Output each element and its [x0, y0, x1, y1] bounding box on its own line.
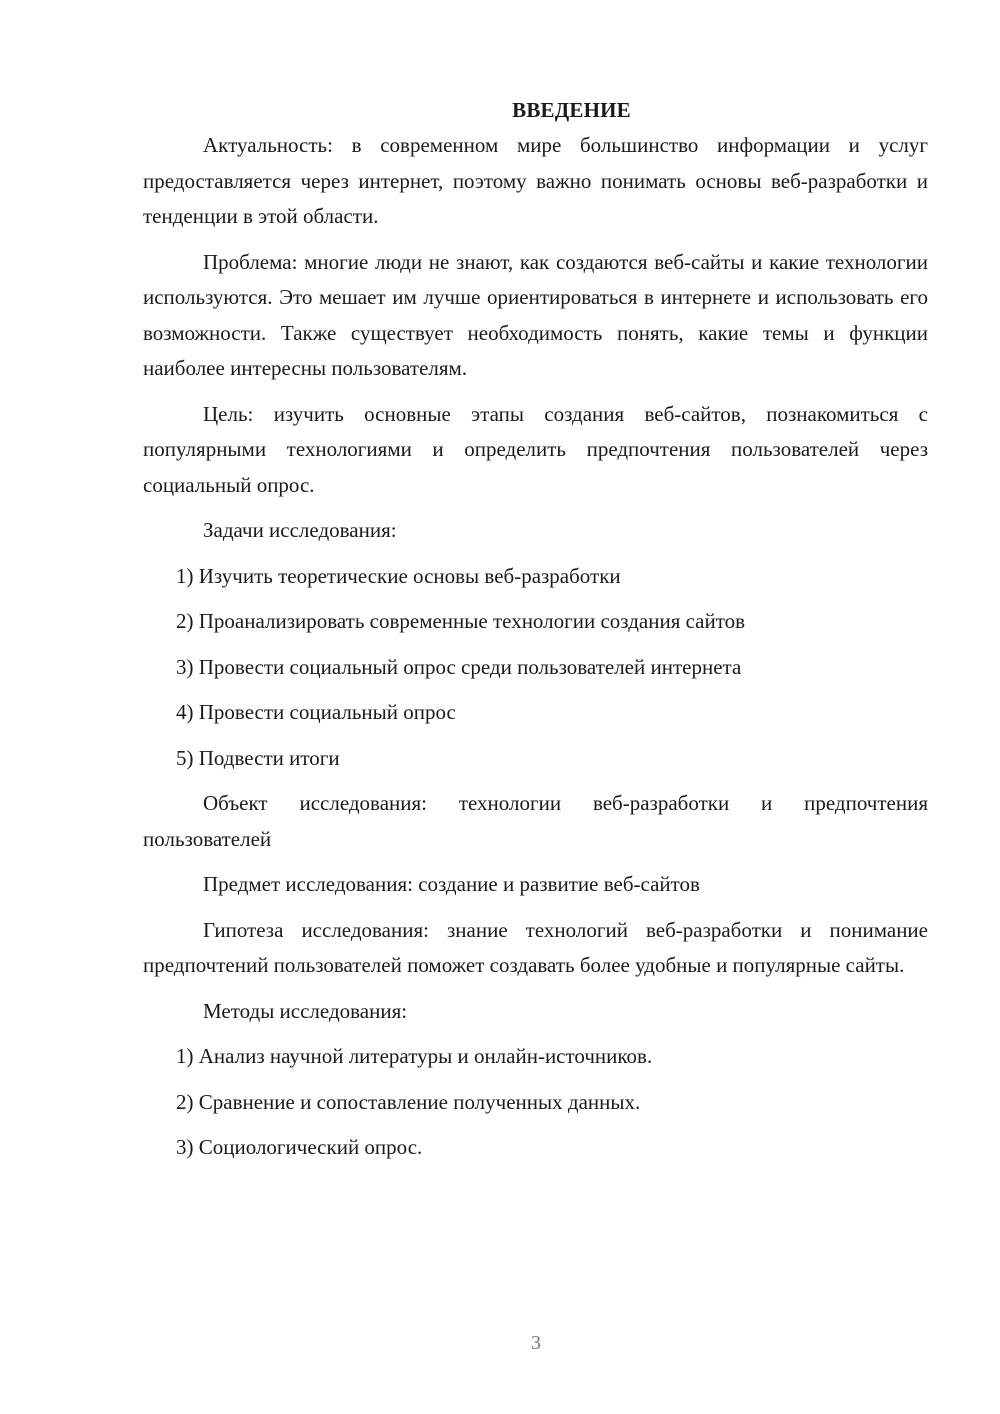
method-item: 3) Социологический опрос.: [176, 1135, 423, 1159]
task-item: 1) Изучить теоретические основы веб-разработки: [176, 563, 621, 588]
task-item: 5) Подвести итоги: [176, 745, 340, 770]
method-item: 2) Сравнение и сопоставление полученных данных.: [176, 1089, 641, 1114]
task-item: 2) Проанализировать современные технологии создания сайтов: [176, 609, 746, 633]
tasks-title: Задачи исследования:: [203, 518, 397, 542]
object-paragraph: Объект исследования: технологии веб-разработки и предпочтения пользователей: [143, 791, 928, 851]
method-item: 1) Анализ научной литературы и онлайн-источников.: [176, 1044, 653, 1068]
task-item: 3) Провести социальный опрос среди пользователей интернета: [176, 654, 742, 679]
section-heading: ВВЕДЕНИЕ: [512, 98, 631, 122]
methods-title: Методы исследования:: [203, 998, 408, 1023]
goal-paragraph: Цель: изучить основные этапы создания веб-сайтов, познакомиться с популярными технологиями и определить предпочтения пользователей через социальный опрос.: [143, 401, 928, 497]
page-content: [143, 92, 928, 1176]
page-number: 3: [531, 1332, 541, 1354]
relevance-paragraph: Актуальность: в современном мире большинство информации и услуг предоставляется через интернет, поэтому важно понимать основы веб-разработки и тенденции в этой области.: [143, 133, 928, 228]
hypothesis-paragraph: Гипотеза исследования: знание технологий веб-разработки и понимание предпочтений пользователей поможет создавать более удобные и популярные сайты.: [143, 917, 928, 977]
task-item: 4) Провести социальный опрос: [176, 700, 456, 724]
subject-paragraph: Предмет исследования: создание и развитие веб-сайтов: [203, 872, 700, 896]
problem-paragraph: Проблема: многие люди не знают, как создаются веб-сайты и какие технологии используются. Это мешает им лучше ориентироваться в интернете и использовать его возможности. Также существует необходимость понять, какие темы и функции наиболее интересны пользователям.: [143, 249, 928, 380]
